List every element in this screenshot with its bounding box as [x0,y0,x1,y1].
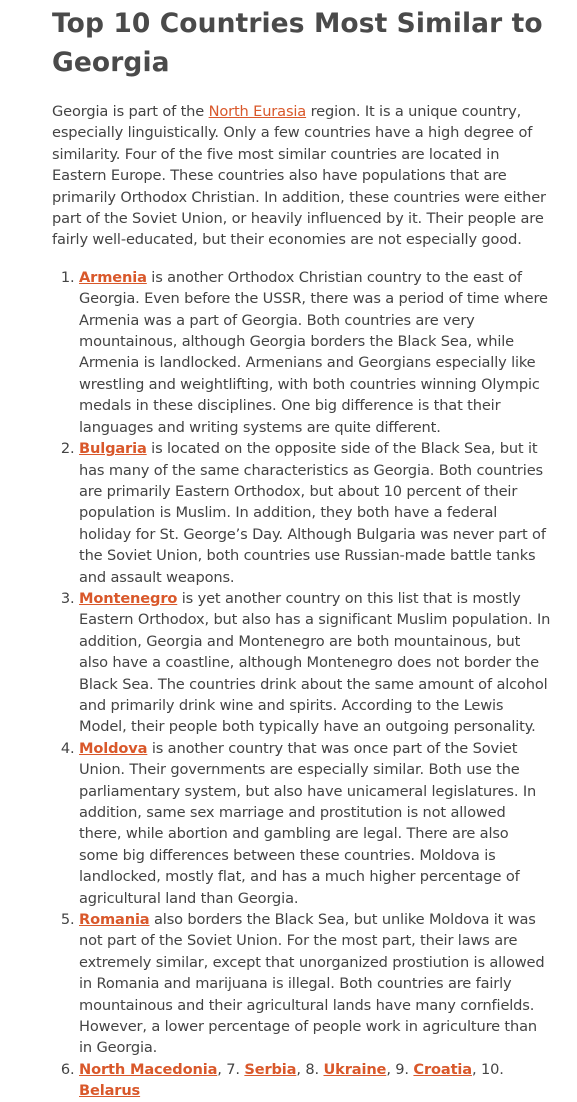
separator-7: , 7. [217,1060,245,1078]
separator-9: , 9. [386,1060,414,1078]
list-item-remaining [79,1059,552,1102]
bulgaria-description: is located on the opposite side of the Black Sea, but it has many of the same characteristics as Georgia. Both countries are primarily Eastern Orthodox, but about 10 percent of their population is Muslim. In addition, they both have a federal holiday for St. George’s Day. Although Bulgaria was never part of the Soviet Union, both countries use Russian-made battle tanks and assault weapons. [79,440,546,586]
intro-text-start: Georgia is part of the [52,103,209,120]
croatia-link[interactable]: Croatia [413,1060,472,1078]
article [52,4,552,1102]
moldova-link[interactable]: Moldova [79,739,148,757]
list-item-montenegro [79,588,552,738]
intro-paragraph [52,101,552,251]
intro-text-rest: region. It is a unique country, especially linguistically. Only a few countries have a high degree of similarity. Four of the five most similar countries are located in Eastern Europe. These countries also have populations that are primarily Orthodox Christian. In addition, these countries were either part of the Soviet Union, or heavily influenced by it. Their people are fairly well-educated, but their economies are not especially good. [52,103,546,249]
list-item-armenia [79,267,552,438]
montenegro-link[interactable]: Montenegro [79,589,178,607]
separator-8: , 8. [296,1060,324,1078]
ukraine-link[interactable]: Ukraine [323,1060,387,1078]
separator-10: , 10. [471,1060,504,1078]
list-item-bulgaria [79,438,552,588]
montenegro-description: is yet another country on this list that is mostly Eastern Orthodox, but also has a significant Muslim population. In addition, Georgia and Montenegro are both mountainous, but also have a coastline, although Montenegro does not border the Black Sea. The countries drink about the same amount of alcohol and primarily drink wine and spirits. According to the Lewis Model, their people both typically have an outgoing personality. [79,589,551,736]
armenia-link[interactable]: Armenia [79,268,147,286]
moldova-description: is another country that was once part of the Soviet Union. Their governments are especially similar. Both use the parliamentary system, but also have unicameral legislatures. In addition, same sex marriage and prostitution is not allowed there, while abortion and gambling are legal. There are also some big differences between these countries. Moldova is landlocked, mostly flat, and has a much higher percentage of agricultural land than Georgia. [79,739,537,907]
romania-description: also borders the Black Sea, but unlike Moldova it was not part of the Soviet Union. For the most part, their laws are extremely similar, except that unorganized prostiution is allowed in Romania and marijuana is illegal. Both countries are fairly mountainous and their agricultural lands have many cornfields. However, a lower percentage of people work in agriculture than in Georgia. [79,911,545,1057]
list-item-moldova [79,738,552,909]
north-eurasia-link[interactable]: North Eurasia [208,103,307,120]
list-item-romania [79,909,552,1059]
north-macedonia-link[interactable]: North Macedonia [79,1060,218,1078]
page-title: Top 10 Countries Most Similar to Georgia [52,8,543,78]
belarus-link[interactable]: Belarus [79,1082,141,1100]
bulgaria-link[interactable]: Bulgaria [79,440,147,458]
country-list [52,267,552,1102]
romania-link[interactable]: Romania [79,911,150,929]
armenia-description: is another Orthodox Christian country to the east of Georgia. Even before the USSR, there was a period of time where Armenia was a part of Georgia. Both countries are very mountainous, although Georgia borders the Black Sea, while Armenia is landlocked. Armenians and Georgians especially like wrestling and weightlifting, with both countries winning Olympic medals in these disciplines. One big difference is that their languages and writing systems are quite different. [79,268,548,436]
serbia-link[interactable]: Serbia [244,1060,297,1078]
